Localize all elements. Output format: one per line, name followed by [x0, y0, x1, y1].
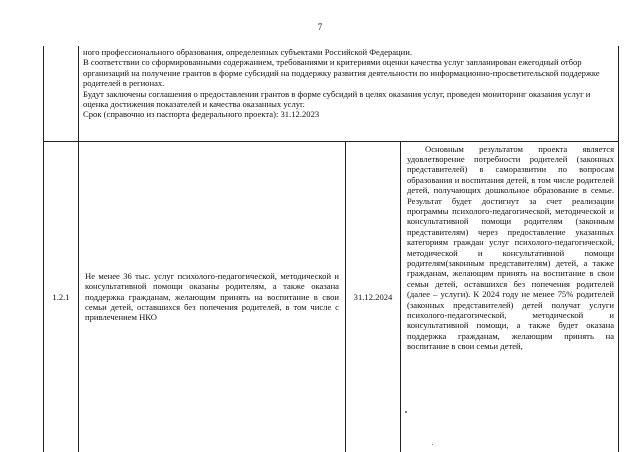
continuation-line-1: ного профессионального образования, определенных субъектами Российской Федерации.	[83, 47, 412, 57]
continuation-number-cell	[44, 46, 79, 141]
scan-speck	[405, 411, 407, 413]
row-description: Не менее 36 тыс. услуг психолого-педагогической, методической и консультативной помощи оказаны родителям, а также оказана поддержка гражданам, желающим принять на воспитание в свои семьи детей, оставшихся без попечения родителей, в том числе с привлечением НКО	[79, 141, 346, 452]
continuation-line-4: Срок (справочно из паспорта федерального проекта): 31.12.2023	[83, 109, 320, 120]
project-table	[43, 46, 619, 452]
row-result: Основным результатом проекта является удовлетворение потребности родителей (законных представителей) в саморазвитии по вопросам образования и воспитания детей, в том числе родителей детей, получающих дошкольное образование в семье. Результат будет достигнут за счет реализации программы психолого-педагогической, методической и консультативной помощи родителям (законным представителям) через предоставление указанных категориям граждан услуг психолого-педагогической, методической и консультативной помощи родителям(законным представителям) детей, а также гражданам, желающим принять на воспитание в свои семьи детей, оставшихся без попечения родителей (далее – услуги). К 2024 году не менее 75% родителей (законных представителей) детей получат услуги психолого-педагогической, методической и консультативной помощи, а также будет оказана поддержка гражданам, желающим принять на воспитание в свои семьи детей,	[401, 141, 619, 452]
continuation-row	[44, 46, 619, 141]
scan-speck	[432, 444, 433, 445]
page-number: 7	[317, 22, 323, 32]
continuation-line-3: Будут заключены соглашения о предоставлении грантов в форме субсидий в целях оказания услуг, проведен мониторинг оказания услуг и оценка достижения показателей и качества оказанных услуг.	[83, 88, 591, 110]
row-number: 1.2.1	[44, 141, 79, 452]
continuation-line-2: В соответствии со сформированными содержанием, требованиями и критериями оценки качества услуг запланирован ежегодный отбор организаций на получение грантов в форме субсидий на поддержку развития деятельности по информационно-просветительской поддержке родителей в регионах.	[83, 57, 600, 89]
continuation-text-cell	[79, 46, 619, 141]
table-row	[44, 141, 619, 452]
row-deadline: 31.12.2024	[346, 141, 401, 452]
